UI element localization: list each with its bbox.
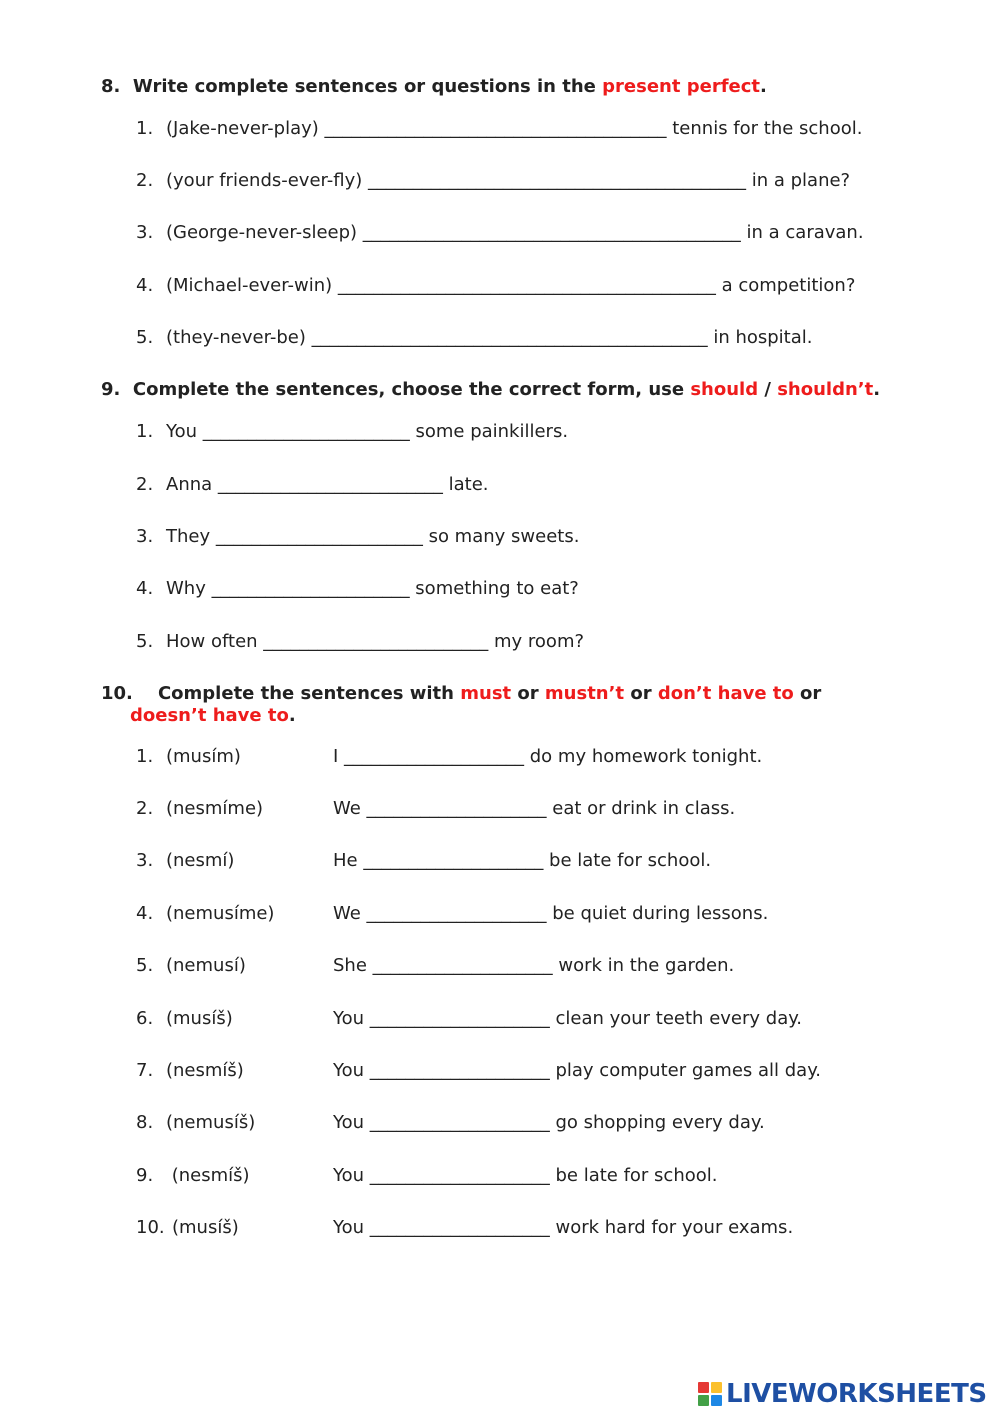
item-hint: (musíš)	[166, 1008, 233, 1029]
item-hint: (musím)	[166, 746, 241, 767]
item-number: 7.	[136, 1060, 154, 1081]
item-text: They _______________________ so many sweets.	[166, 526, 580, 547]
section-instruction: Write complete sentences or questions in the	[132, 76, 603, 97]
item-number: 4.	[136, 903, 154, 924]
highlight-term: doesn’t have to	[130, 705, 289, 726]
item-text: (George-never-sleep) __________________________________________ in a caravan.	[166, 222, 864, 243]
section-number: 9.	[101, 379, 121, 400]
item-hint: (nesmíme)	[166, 798, 264, 819]
item-text: She ____________________ work in the garden.	[333, 955, 735, 976]
heading-connector: or	[624, 683, 658, 704]
heading-punctuation: .	[760, 76, 767, 97]
item-text: You ____________________ clean your teeth every day.	[333, 1008, 803, 1029]
highlight-term: shouldn’t	[777, 379, 874, 400]
section-instruction: Complete the sentences with	[157, 683, 461, 704]
item-text: (your friends-ever-fly) __________________________________________ in a plane?	[166, 170, 851, 191]
item-number: 10.	[136, 1217, 165, 1238]
logo-grid-icon	[698, 1382, 722, 1406]
highlight-term: should	[690, 379, 759, 400]
item-text: I ____________________ do my homework tonight.	[333, 746, 763, 767]
item-number: 9.	[136, 1165, 154, 1186]
item-text: You ____________________ be late for school.	[333, 1165, 718, 1186]
highlight-term: mustn’t	[544, 683, 625, 704]
item-number: 1.	[136, 421, 154, 442]
item-hint: (nemusíš)	[166, 1112, 256, 1133]
item-number: 2.	[136, 474, 154, 495]
item-hint: (nesmíš)	[166, 1165, 250, 1186]
item-number: 3.	[136, 222, 154, 243]
item-hint: (nemusíme)	[166, 903, 275, 924]
section-8-heading	[101, 76, 767, 98]
item-hint: (musíš)	[172, 1217, 239, 1238]
item-number: 3.	[136, 850, 154, 871]
heading-separator: /	[758, 379, 778, 400]
item-text: He ____________________ be late for school.	[333, 850, 712, 871]
heading-punctuation: .	[873, 379, 881, 400]
item-number: 5.	[136, 327, 154, 348]
item-number: 3.	[136, 526, 154, 547]
item-text: You ____________________ work hard for your exams.	[333, 1217, 794, 1238]
item-text: We ____________________ be quiet during lessons.	[333, 903, 769, 924]
section-instruction: Complete the sentences, choose the correct form, use	[132, 379, 691, 400]
highlight-term: present perfect	[602, 76, 761, 97]
heading-punctuation: .	[288, 705, 296, 726]
item-number: 1.	[136, 746, 154, 767]
logo-text: LIVEWORKSHEETS	[726, 1379, 987, 1409]
liveworksheets-logo[interactable]	[698, 1380, 987, 1408]
item-number: 8.	[136, 1112, 154, 1133]
item-text: Why ______________________ something to eat?	[166, 578, 579, 599]
item-hint: (nesmíš)	[166, 1060, 244, 1081]
item-number: 2.	[136, 798, 154, 819]
item-text: You ____________________ play computer games all day.	[333, 1060, 822, 1081]
section-number: 8.	[101, 76, 121, 97]
item-number: 5.	[136, 631, 154, 652]
heading-connector: or	[793, 683, 822, 704]
highlight-term: don’t have to	[657, 683, 794, 704]
item-number: 6.	[136, 1008, 154, 1029]
item-text: You _______________________ some painkillers.	[166, 421, 569, 442]
item-hint: (nesmí)	[166, 850, 235, 871]
item-number: 1.	[136, 118, 154, 139]
item-number: 4.	[136, 578, 154, 599]
item-number: 2.	[136, 170, 154, 191]
section-9-heading	[101, 379, 880, 401]
item-number: 4.	[136, 275, 154, 296]
section-10-heading	[101, 683, 861, 727]
heading-connector: or	[511, 683, 545, 704]
item-text: (Jake-never-play) ______________________________________ tennis for the school.	[166, 118, 863, 139]
item-text: You ____________________ go shopping every day.	[333, 1112, 765, 1133]
item-text: How often _________________________ my room?	[166, 631, 585, 652]
item-text: Anna _________________________ late.	[166, 474, 489, 495]
item-text: We ____________________ eat or drink in class.	[333, 798, 736, 819]
section-number: 10.	[101, 683, 133, 704]
item-text: (they-never-be) ____________________________________________ in hospital.	[166, 327, 813, 348]
highlight-term: must	[460, 683, 512, 704]
item-hint: (nemusí)	[166, 955, 246, 976]
item-text: (Michael-ever-win) __________________________________________ a competition?	[166, 275, 856, 296]
item-number: 5.	[136, 955, 154, 976]
